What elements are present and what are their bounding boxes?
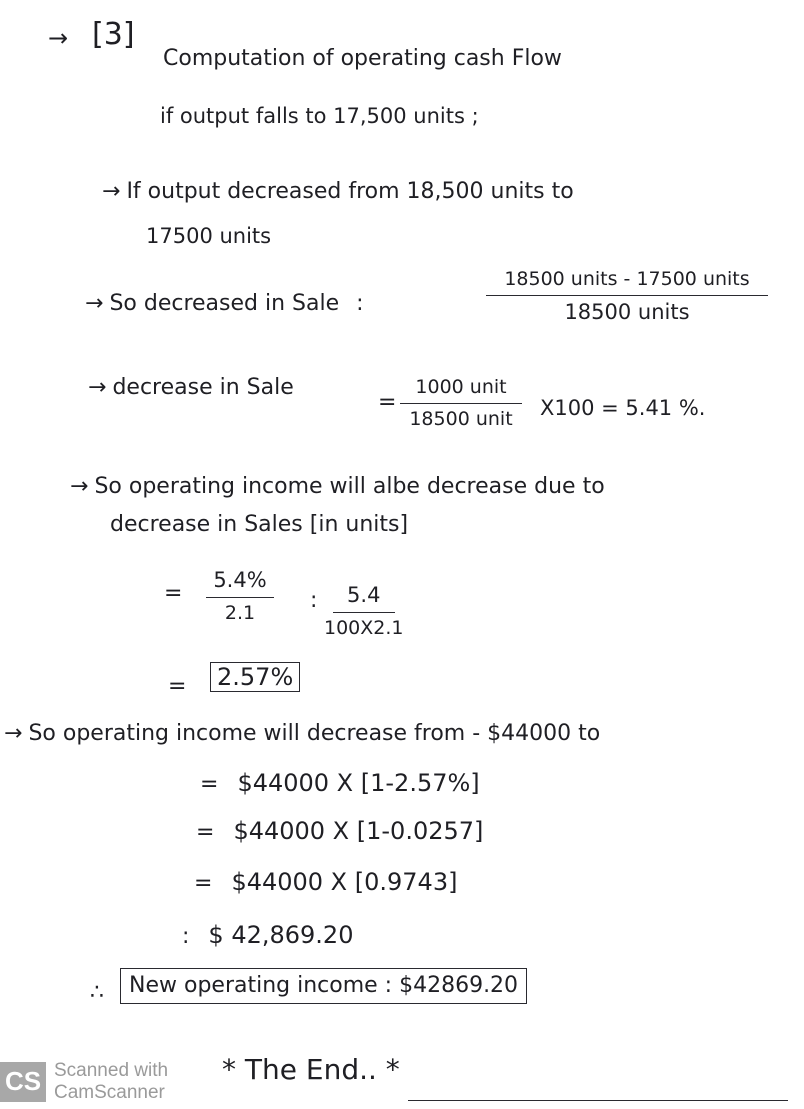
equals-sign: = xyxy=(164,581,183,606)
step-output-line1: If output decreased from 18,500 units to xyxy=(126,179,574,204)
fraction-unit-decrease xyxy=(486,270,768,323)
fraction-sale-percent xyxy=(400,378,522,429)
section-subtitle: if output falls to 17,500 units ; xyxy=(160,104,479,128)
final-answer-box: New operating income : $42869.20 xyxy=(120,968,527,1004)
equals-sign: = xyxy=(378,390,397,415)
fraction-numerator: 1000 unit xyxy=(415,376,507,398)
equals-sign: = xyxy=(168,674,187,699)
step-arrow: → xyxy=(88,375,107,400)
sale-percent-result: X100 = 5.41 %. xyxy=(540,396,706,420)
watermark-line2: CamScanner xyxy=(54,1081,165,1103)
section-number: [3] xyxy=(92,17,135,52)
calc-row xyxy=(194,870,457,895)
equals-sign: : xyxy=(356,291,364,316)
step-sale-label: So decreased in Sale xyxy=(109,291,340,316)
step-output-decrease xyxy=(102,181,574,203)
fraction-numerator: 5.4% xyxy=(213,568,267,592)
equals-sign: = xyxy=(196,820,215,845)
equals-sign: : xyxy=(182,924,190,949)
equals-sign: = xyxy=(200,772,219,797)
fraction-numerator: 18500 units - 17500 units xyxy=(504,268,750,290)
fraction-numerator: 5.4 xyxy=(347,583,381,607)
fraction-denominator: 100X2.1 xyxy=(324,617,404,639)
fraction-bar xyxy=(333,612,395,613)
equals-sign: : xyxy=(310,588,318,613)
therefore-symbol: ∴ xyxy=(90,980,104,1005)
camscanner-logo: CS xyxy=(0,1062,46,1102)
calc-expression: $ 42,869.20 xyxy=(208,921,354,949)
step-operating-line2: decrease in Sales [in units] xyxy=(110,512,409,537)
step-arrow: → xyxy=(70,474,89,499)
step-arrow: → xyxy=(4,721,23,746)
calc-expression: $44000 X [1-2.57%] xyxy=(237,769,480,797)
step-sale-percent xyxy=(88,377,294,399)
calc-row xyxy=(182,923,353,948)
calc-expression: $44000 X [0.9743] xyxy=(231,868,458,896)
section-title: Computation of operating cash Flow xyxy=(163,46,562,71)
step-income-decrease xyxy=(4,723,600,745)
fraction-denominator: 2.1 xyxy=(224,602,256,624)
step-sale-percent-label: decrease in Sale xyxy=(112,375,294,400)
step-operating-line1: So operating income will albe decrease due to xyxy=(94,474,605,499)
boxed-percent-result: 2.57% xyxy=(210,662,300,692)
heading-arrow: → xyxy=(48,24,69,52)
fraction-denominator: 18500 unit xyxy=(409,408,513,430)
camscanner-watermark xyxy=(0,1054,200,1109)
fraction-percent-decimal xyxy=(324,585,404,638)
calc-row xyxy=(196,819,483,844)
footer-rule xyxy=(408,1100,788,1101)
fraction-bar xyxy=(400,403,522,404)
equals-sign: = xyxy=(194,871,213,896)
step-arrow: → xyxy=(85,291,104,316)
fraction-denominator: 18500 units xyxy=(564,300,690,324)
calc-row xyxy=(200,771,480,796)
fraction-bar xyxy=(486,295,768,296)
footer-the-end: * The End.. * xyxy=(222,1053,400,1086)
fraction-bar xyxy=(206,597,274,598)
calc-expression: $44000 X [1-0.0257] xyxy=(233,817,484,845)
step-output-line2: 17500 units xyxy=(146,224,272,248)
watermark-line1: Scanned with xyxy=(54,1059,169,1081)
watermark-text xyxy=(54,1060,168,1104)
step-income-text: So operating income will decrease from - $44000 to xyxy=(28,721,601,746)
section-number-value: 3 xyxy=(103,17,123,52)
step-operating-income xyxy=(70,476,605,498)
step-sale-decrease xyxy=(85,293,364,315)
step-arrow: → xyxy=(102,179,121,204)
fraction-percent-over-dol xyxy=(206,570,274,623)
